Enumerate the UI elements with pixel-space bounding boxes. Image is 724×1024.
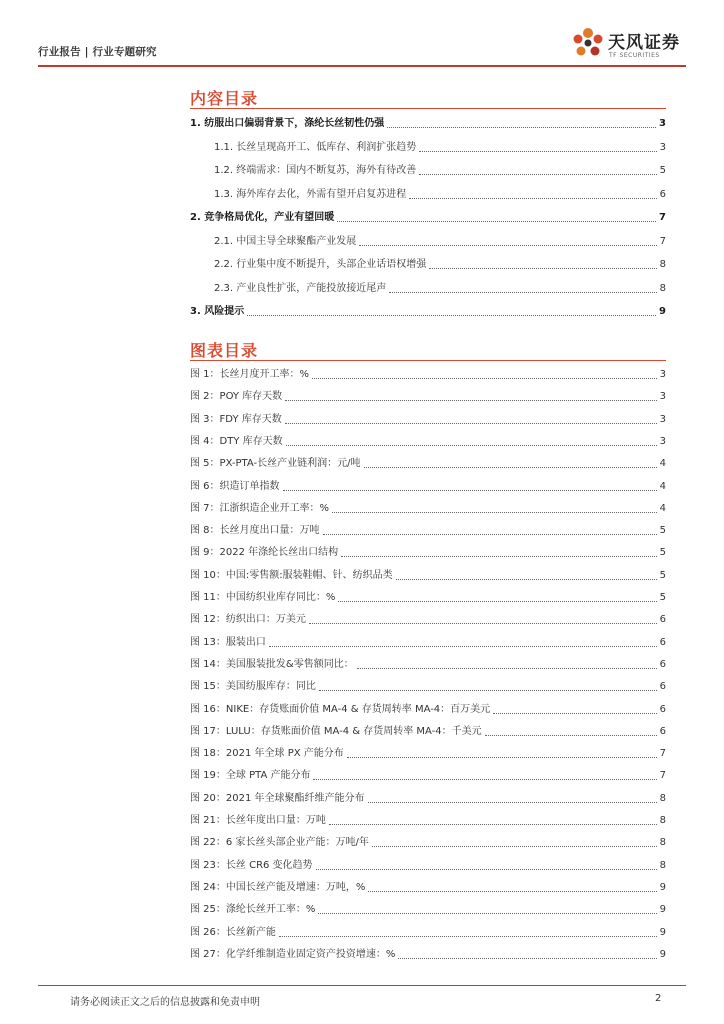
toc-entry-page: 8 [659,259,666,270]
toc-entry[interactable] [214,142,666,154]
toc-entry-page: 6 [659,658,666,670]
toc-entry-text: 3. 风险提示 [190,306,245,317]
toc-entry-page: 6 [659,188,666,200]
toc-entry-text: 图 12：纺织出口：万美元 [190,614,306,626]
dot-leader [359,245,656,246]
dot-leader [323,534,657,535]
toc-entry-text: 图 6：织造订单指数 [190,480,280,492]
toc-entry-text: 图 26：长丝新产能 [190,926,276,938]
toc-entry-page: 4 [659,458,666,470]
toc-entry[interactable] [190,637,666,649]
dot-leader [409,198,656,199]
toc-entry[interactable] [190,837,666,849]
toc-entry[interactable] [190,770,666,782]
toc-entry-page: 6 [659,725,666,737]
toc-entry[interactable] [190,212,666,224]
toc-entry[interactable] [190,369,666,381]
toc-entry[interactable] [190,704,666,716]
dot-leader [338,601,656,602]
toc-entry[interactable] [214,189,666,201]
toc-entry-text: 图 9：2022 年涤纶长丝出口结构 [190,547,339,559]
toc-entry[interactable] [190,592,666,604]
toc-entry[interactable] [190,436,666,448]
toc-entry-text: 图 23：长丝 CR6 变化趋势 [190,859,313,871]
toc-entry[interactable] [190,547,666,559]
dot-leader [368,891,656,892]
toc-entry[interactable] [190,681,666,693]
toc-entry-page: 5 [659,165,666,176]
dot-leader [313,779,656,780]
contents-title: 内容目录 [190,89,259,108]
toc-entry-page: 4 [659,502,666,514]
toc-entry-text: 图 8：长丝月度出口量：万吨 [190,525,320,537]
toc-entry-text: 图 16：NIKE：存货账面价值 MA-4 & 存货周转率 MA-4：百万美元 [190,703,491,715]
toc-entry-page: 3 [659,435,666,447]
dot-leader [387,127,656,128]
toc-entry[interactable] [190,793,666,805]
dot-leader [347,757,657,758]
toc-entry-page: 5 [659,569,666,581]
toc-entry-page: 5 [659,525,666,537]
toc-entry[interactable] [190,503,666,515]
toc-entry-page: 3 [659,391,666,403]
toc-entry-page: 8 [659,837,666,849]
dot-leader [419,151,656,152]
toc-entry-page: 4 [659,480,666,492]
toc-entry-text: 1.3. 海外库存去化，外需有望开启复苏进程 [214,188,407,200]
toc-entry-text: 1. 纺服出口偏弱背景下，涤纶长丝韧性仍强 [190,118,385,129]
toc-entry[interactable] [190,726,666,738]
toc-entry[interactable] [190,860,666,872]
toc-entry-text: 图 24：中国长丝产能及增速：万吨，% [190,881,366,893]
toc-entry[interactable] [190,306,666,318]
company-logo [568,22,688,64]
toc-entry-text: 图 10：中国:零售额:服装鞋帽、针、纺织品类 [190,569,393,581]
toc-entry-page: 3 [659,413,666,425]
dot-leader [389,292,656,293]
dot-leader [318,913,656,914]
toc-entry-text: 图 15：美国纺服库存：同比 [190,681,316,693]
toc-entry[interactable] [214,236,666,248]
toc-entry-page: 7 [659,748,666,760]
toc-entry-text: 图 2：POY 库存天数 [190,391,283,403]
toc-entry-page: 9 [659,904,666,916]
toc-entry[interactable] [190,391,666,403]
toc-entry-page: 8 [659,792,666,804]
toc-entry[interactable] [190,414,666,426]
toc-entry-page: 6 [659,636,666,648]
dot-leader [419,174,656,175]
toc-entry-page: 6 [659,614,666,626]
figures-title-divider [190,360,666,361]
toc-entry-page: 6 [659,681,666,693]
dot-leader [283,490,657,491]
logo-text-en: TF SECURITIES [609,52,660,59]
breadcrumb: 行业报告 | 行业专题研究 [38,46,157,58]
toc-entry-text: 2.2. 行业集中度不断提升，头部企业话语权增强 [214,259,427,270]
toc-entry[interactable] [190,118,666,130]
toc-entry-text: 图 1：长丝月度开工率：% [190,369,310,380]
toc-entry-page: 9 [659,306,666,317]
toc-entry-page: 8 [659,282,666,294]
toc-entry-page: 9 [659,926,666,938]
toc-entry[interactable] [190,904,666,916]
toc-entry[interactable] [190,458,666,470]
toc-entry-text: 2.3. 产业良性扩张，产能投放接近尾声 [214,282,387,294]
toc-entry-text: 1.1. 长丝呈现高开工、低库存、利润扩张趋势 [214,141,417,153]
toc-entry[interactable] [190,748,666,760]
toc-entry-page: 8 [659,815,666,826]
flower-logo-icon [568,24,608,64]
logo-text-cn: 天风证券 [608,33,680,53]
toc-entry[interactable] [190,659,666,671]
dot-leader [285,400,656,401]
toc-entry-text: 2. 竞争格局优化，产业有望回暖 [190,212,335,223]
dot-leader [372,846,657,847]
dot-leader [319,690,657,691]
dot-leader [398,958,656,959]
toc-entry-text: 图 4：DTY 库存天数 [190,435,283,447]
toc-entry-page: 6 [659,703,666,715]
header-divider [38,65,686,67]
toc-entry-text: 图 14：美国服装批发&零售额同比： [190,658,354,670]
toc-entry-text: 图 18：2021 年全球 PX 产能分布 [190,748,344,760]
dot-leader [341,556,656,557]
toc-entry-page: 9 [659,948,666,960]
dot-leader [309,623,657,624]
toc-entry-page: 7 [659,235,666,247]
figures-title: 图表目录 [190,341,259,360]
toc-entry-text: 图 19：全球 PTA 产能分布 [190,770,311,782]
toc-entry[interactable] [190,949,666,961]
toc-entry[interactable] [190,525,666,537]
dot-leader [485,735,657,736]
toc-entry[interactable] [190,570,666,582]
toc-entry-text: 图 3：FDY 库存天数 [190,413,282,425]
toc-entry-text: 图 20：2021 年全球聚酯纤维产能分布 [190,792,365,804]
toc-entry-text: 图 27：化学纤维制造业固定资产投资增速：% [190,948,396,960]
toc-entry-text: 图 25：涤纶长丝开工率：% [190,904,316,916]
toc-entry[interactable] [214,283,666,295]
toc-entry-page: 3 [659,369,666,380]
toc-entry-text: 图 13：服装出口 [190,636,266,648]
toc-entry-text: 图 22：6 家长丝头部企业产能：万吨/年 [190,837,369,849]
footer-disclaimer: 请务必阅读正文之后的信息披露和免责申明 [70,997,260,1008]
toc-entry-page: 5 [659,547,666,559]
contents-title-divider [190,108,666,109]
toc-entry-text: 图 11：中国纺织业库存同比：% [190,592,336,603]
dot-leader [312,378,657,379]
dot-leader [368,802,657,803]
toc-entry-text: 图 17：LULU：存货账面价值 MA-4 & 存货周转率 MA-4：千美元 [190,725,482,737]
dot-leader [429,268,656,269]
toc-entry-page: 9 [659,881,666,893]
dot-leader [316,869,657,870]
toc-entry-page: 3 [659,118,666,129]
dot-leader [329,824,657,825]
toc-entry-text: 2.1. 中国主导全球聚酯产业发展 [214,235,357,247]
dot-leader [286,445,657,446]
toc-entry[interactable] [214,259,666,271]
dot-leader [357,668,657,669]
toc-entry-page: 3 [659,141,666,153]
toc-entry-page: 7 [659,212,666,223]
dot-leader [269,646,657,647]
toc-entry-page: 7 [659,770,666,782]
toc-entry-text: 图 7：江浙织造企业开工率：% [190,502,330,514]
toc-entry-text: 图 5：PX-PTA-长丝产业链利润：元/吨 [190,458,361,470]
toc-entry[interactable] [214,165,666,177]
toc-entry-page: 5 [659,592,666,603]
dot-leader [332,512,657,513]
dot-leader [396,579,657,580]
toc-entry[interactable] [190,614,666,626]
footer-divider [38,985,686,986]
dot-leader [337,221,656,222]
toc-entry-text: 1.2. 终端需求：国内不断复苏，海外有待改善 [214,165,417,176]
toc-entry[interactable] [190,927,666,939]
footer-page-number: 2 [655,993,662,1004]
dot-leader [285,423,657,424]
dot-leader [247,315,656,316]
toc-entry[interactable] [190,815,666,827]
toc-entry-page: 8 [659,859,666,871]
dot-leader [493,713,656,714]
dot-leader [364,467,657,468]
toc-entry[interactable] [190,882,666,894]
dot-leader [279,936,657,937]
toc-entry[interactable] [190,481,666,493]
toc-entry-text: 图 21：长丝年度出口量：万吨 [190,815,326,826]
